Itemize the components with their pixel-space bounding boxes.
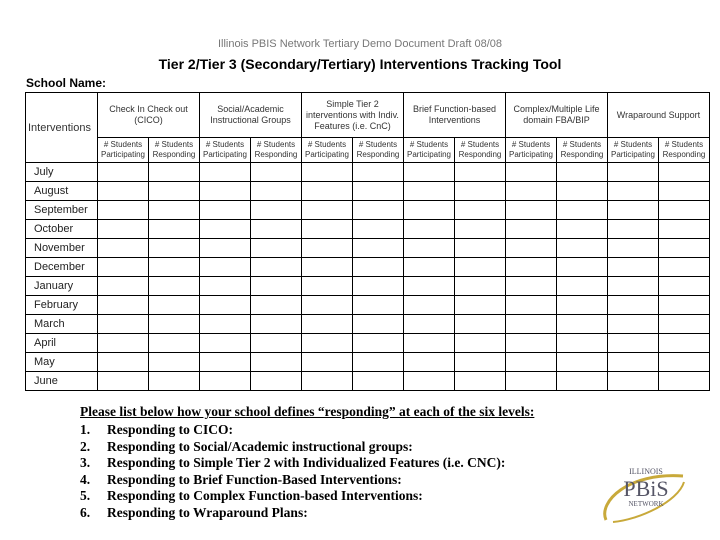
participating-header: # Students Participating — [302, 138, 353, 163]
table-row — [26, 353, 710, 372]
entry-cell[interactable] — [557, 182, 608, 201]
entry-cell[interactable] — [608, 277, 659, 296]
entry-cell[interactable] — [353, 163, 404, 182]
entry-cell[interactable] — [455, 277, 506, 296]
month-label: May — [26, 353, 98, 372]
entry-cell[interactable] — [302, 315, 353, 334]
entry-cell[interactable] — [98, 315, 149, 334]
entry-cell[interactable] — [455, 182, 506, 201]
definition-item — [80, 455, 534, 472]
entry-cell[interactable] — [302, 258, 353, 277]
table-row — [26, 277, 710, 296]
entry-cell[interactable] — [353, 372, 404, 391]
definitions-section — [80, 404, 534, 521]
entry-cell[interactable] — [251, 353, 302, 372]
entry-cell[interactable] — [404, 296, 455, 315]
entry-cell[interactable] — [455, 353, 506, 372]
entry-cell[interactable] — [353, 277, 404, 296]
entry-cell[interactable] — [200, 239, 251, 258]
entry-cell[interactable] — [302, 220, 353, 239]
table-row — [26, 201, 710, 220]
entry-cell[interactable] — [557, 258, 608, 277]
entry-cell[interactable] — [506, 182, 557, 201]
entry-cell[interactable] — [200, 182, 251, 201]
participating-header: # Students Participating — [608, 138, 659, 163]
entry-cell[interactable] — [149, 334, 200, 353]
entry-cell[interactable] — [98, 334, 149, 353]
entry-cell[interactable] — [353, 353, 404, 372]
entry-cell[interactable] — [404, 258, 455, 277]
entry-cell[interactable] — [608, 182, 659, 201]
item-number: 1. — [80, 422, 91, 437]
entry-cell[interactable] — [98, 296, 149, 315]
svg-text:NETWORK: NETWORK — [628, 500, 664, 508]
entry-cell[interactable] — [149, 315, 200, 334]
entry-cell[interactable] — [404, 334, 455, 353]
entry-cell[interactable] — [608, 334, 659, 353]
entry-cell[interactable] — [659, 239, 710, 258]
entry-cell[interactable] — [659, 334, 710, 353]
definition-item — [80, 505, 534, 522]
entry-cell[interactable] — [506, 201, 557, 220]
responding-header: # Students Responding — [353, 138, 404, 163]
item-number: 4. — [80, 471, 91, 487]
interventions-header: Interventions — [26, 93, 98, 163]
entry-cell[interactable] — [149, 239, 200, 258]
entry-cell[interactable] — [302, 334, 353, 353]
entry-cell[interactable] — [404, 220, 455, 239]
entry-cell[interactable] — [353, 315, 404, 334]
entry-cell[interactable] — [149, 353, 200, 372]
entry-cell[interactable] — [302, 277, 353, 296]
entry-cell[interactable] — [200, 163, 251, 182]
entry-cell[interactable] — [149, 201, 200, 220]
entry-cell[interactable] — [149, 258, 200, 277]
participating-header: # Students Participating — [200, 138, 251, 163]
definitions-heading: Please list below how your school defines “responding” at each of the six levels: — [80, 404, 535, 419]
entry-cell[interactable] — [98, 220, 149, 239]
table-row — [26, 220, 710, 239]
definition-item — [80, 488, 534, 505]
entry-cell[interactable] — [608, 201, 659, 220]
table-row — [26, 182, 710, 201]
entry-cell[interactable] — [557, 277, 608, 296]
entry-cell[interactable] — [251, 220, 302, 239]
entry-cell[interactable] — [455, 296, 506, 315]
entry-cell[interactable] — [659, 353, 710, 372]
entry-cell[interactable] — [302, 182, 353, 201]
entry-cell[interactable] — [251, 372, 302, 391]
entry-cell[interactable] — [200, 296, 251, 315]
entry-cell[interactable] — [302, 372, 353, 391]
entry-cell[interactable] — [506, 353, 557, 372]
responding-header: # Students Responding — [455, 138, 506, 163]
entry-cell[interactable] — [302, 201, 353, 220]
entry-cell[interactable] — [455, 372, 506, 391]
group-header: Wraparound Support — [608, 93, 710, 138]
svg-text:ILLINOIS: ILLINOIS — [629, 467, 663, 476]
entry-cell[interactable] — [659, 296, 710, 315]
entry-cell[interactable] — [353, 239, 404, 258]
item-text: Responding to CICO: — [107, 422, 234, 437]
item-number: 5. — [80, 488, 91, 503]
entry-cell[interactable] — [251, 201, 302, 220]
entry-cell[interactable] — [557, 220, 608, 239]
entry-cell[interactable] — [455, 315, 506, 334]
month-label: January — [26, 277, 98, 296]
entry-cell[interactable] — [353, 334, 404, 353]
entry-cell[interactable] — [404, 239, 455, 258]
entry-cell[interactable] — [608, 353, 659, 372]
participating-header: # Students Participating — [404, 138, 455, 163]
entry-cell[interactable] — [302, 353, 353, 372]
entry-cell[interactable] — [200, 372, 251, 391]
entry-cell[interactable] — [506, 334, 557, 353]
entry-cell[interactable] — [98, 201, 149, 220]
item-number: 2. — [80, 438, 91, 454]
entry-cell[interactable] — [353, 258, 404, 277]
entry-cell[interactable] — [404, 163, 455, 182]
entry-cell[interactable] — [149, 296, 200, 315]
entry-cell[interactable] — [557, 334, 608, 353]
entry-cell[interactable] — [251, 334, 302, 353]
responding-header: # Students Responding — [557, 138, 608, 163]
entry-cell[interactable] — [506, 239, 557, 258]
entry-cell[interactable] — [608, 239, 659, 258]
responding-header: # Students Responding — [659, 138, 710, 163]
entry-cell[interactable] — [302, 163, 353, 182]
entry-cell[interactable] — [200, 353, 251, 372]
entry-cell[interactable] — [200, 315, 251, 334]
entry-cell[interactable] — [302, 239, 353, 258]
entry-cell[interactable] — [353, 201, 404, 220]
entry-cell[interactable] — [557, 353, 608, 372]
month-label: August — [26, 182, 98, 201]
participating-header: # Students Participating — [506, 138, 557, 163]
month-label: November — [26, 239, 98, 258]
group-header: Simple Tier 2 interventions with Indiv. Features (i.e. CnC) — [302, 93, 404, 138]
entry-cell[interactable] — [404, 277, 455, 296]
table-row — [26, 315, 710, 334]
entry-cell[interactable] — [251, 277, 302, 296]
item-text: Responding to Complex Function-based Interventions: — [107, 488, 423, 503]
definition-item — [80, 439, 534, 456]
entry-cell[interactable] — [149, 277, 200, 296]
participating-header: # Students Participating — [98, 138, 149, 163]
responding-header: # Students Responding — [251, 138, 302, 163]
entry-cell[interactable] — [557, 201, 608, 220]
item-number: 6. — [80, 504, 91, 520]
entry-cell[interactable] — [659, 182, 710, 201]
entry-cell[interactable] — [659, 277, 710, 296]
table-row — [26, 258, 710, 277]
entry-cell[interactable] — [557, 296, 608, 315]
svg-text:PBiS: PBiS — [623, 476, 669, 501]
entry-cell[interactable] — [251, 258, 302, 277]
entry-cell[interactable] — [659, 372, 710, 391]
entry-cell[interactable] — [506, 372, 557, 391]
table-row — [26, 334, 710, 353]
month-label: June — [26, 372, 98, 391]
entry-cell[interactable] — [353, 182, 404, 201]
table-row — [26, 163, 710, 182]
pbis-network-logo — [598, 462, 688, 524]
document-subtitle: Illinois PBIS Network Tertiary Demo Document Draft 08/08 — [217, 38, 503, 50]
entry-cell[interactable] — [353, 296, 404, 315]
entry-cell[interactable] — [557, 372, 608, 391]
month-label: February — [26, 296, 98, 315]
table-row — [26, 372, 710, 391]
entry-cell[interactable] — [455, 163, 506, 182]
entry-cell[interactable] — [251, 163, 302, 182]
entry-cell[interactable] — [659, 258, 710, 277]
group-header: Check In Check out (CICO) — [98, 93, 200, 138]
entry-cell[interactable] — [251, 239, 302, 258]
month-label: March — [26, 315, 98, 334]
entry-cell[interactable] — [608, 296, 659, 315]
item-text: Responding to Brief Function-Based Interventions: — [107, 471, 402, 487]
group-header: Complex/Multiple Life domain FBA/BIP — [506, 93, 608, 138]
entry-cell[interactable] — [98, 353, 149, 372]
group-header: Social/Academic Instructional Groups — [200, 93, 302, 138]
entry-cell[interactable] — [506, 277, 557, 296]
item-number: 3. — [80, 455, 91, 470]
school-name-label: School Name: — [26, 76, 107, 90]
entry-cell[interactable] — [353, 220, 404, 239]
entry-cell[interactable] — [608, 220, 659, 239]
table-row — [26, 296, 710, 315]
entry-cell[interactable] — [455, 334, 506, 353]
group-header: Brief Function-based Interventions — [404, 93, 506, 138]
entry-cell[interactable] — [200, 220, 251, 239]
entry-cell[interactable] — [149, 220, 200, 239]
entry-cell[interactable] — [506, 315, 557, 334]
month-label: September — [26, 201, 98, 220]
entry-cell[interactable] — [404, 353, 455, 372]
page-title: Tier 2/Tier 3 (Secondary/Tertiary) Interventions Tracking Tool — [158, 56, 562, 72]
responding-header: # Students Responding — [149, 138, 200, 163]
definition-item — [80, 422, 534, 439]
tracking-table — [25, 92, 710, 391]
month-label: April — [26, 334, 98, 353]
entry-cell[interactable] — [200, 277, 251, 296]
entry-cell[interactable] — [557, 239, 608, 258]
entry-cell[interactable] — [659, 315, 710, 334]
entry-cell[interactable] — [251, 315, 302, 334]
entry-cell[interactable] — [149, 182, 200, 201]
item-text: Responding to Social/Academic instructional groups: — [107, 438, 413, 454]
entry-cell[interactable] — [404, 201, 455, 220]
entry-cell[interactable] — [608, 315, 659, 334]
entry-cell[interactable] — [200, 258, 251, 277]
month-label: July — [26, 163, 98, 182]
entry-cell[interactable] — [506, 163, 557, 182]
entry-cell[interactable] — [98, 258, 149, 277]
entry-cell[interactable] — [404, 372, 455, 391]
entry-cell[interactable] — [302, 296, 353, 315]
entry-cell[interactable] — [200, 201, 251, 220]
item-text: Responding to Simple Tier 2 with Individualized Features (i.e. CNC): — [107, 455, 506, 470]
entry-cell[interactable] — [455, 239, 506, 258]
entry-cell[interactable] — [98, 277, 149, 296]
entry-cell[interactable] — [98, 163, 149, 182]
entry-cell[interactable] — [506, 296, 557, 315]
month-label: October — [26, 220, 98, 239]
entry-cell[interactable] — [149, 163, 200, 182]
entry-cell[interactable] — [98, 182, 149, 201]
entry-cell[interactable] — [455, 258, 506, 277]
entry-cell[interactable] — [404, 182, 455, 201]
table-row — [26, 239, 710, 258]
entry-cell[interactable] — [659, 201, 710, 220]
entry-cell[interactable] — [404, 315, 455, 334]
entry-cell[interactable] — [608, 163, 659, 182]
month-label: December — [26, 258, 98, 277]
entry-cell[interactable] — [149, 372, 200, 391]
entry-cell[interactable] — [608, 372, 659, 391]
entry-cell[interactable] — [251, 296, 302, 315]
entry-cell[interactable] — [200, 334, 251, 353]
entry-cell[interactable] — [557, 163, 608, 182]
definition-item — [80, 472, 534, 489]
entry-cell[interactable] — [557, 315, 608, 334]
item-text: Responding to Wraparound Plans: — [107, 504, 308, 520]
entry-cell[interactable] — [251, 182, 302, 201]
entry-cell[interactable] — [659, 163, 710, 182]
entry-cell[interactable] — [659, 220, 710, 239]
entry-cell[interactable] — [455, 201, 506, 220]
entry-cell[interactable] — [506, 220, 557, 239]
entry-cell[interactable] — [608, 258, 659, 277]
entry-cell[interactable] — [455, 220, 506, 239]
entry-cell[interactable] — [506, 258, 557, 277]
entry-cell[interactable] — [98, 372, 149, 391]
entry-cell[interactable] — [98, 239, 149, 258]
